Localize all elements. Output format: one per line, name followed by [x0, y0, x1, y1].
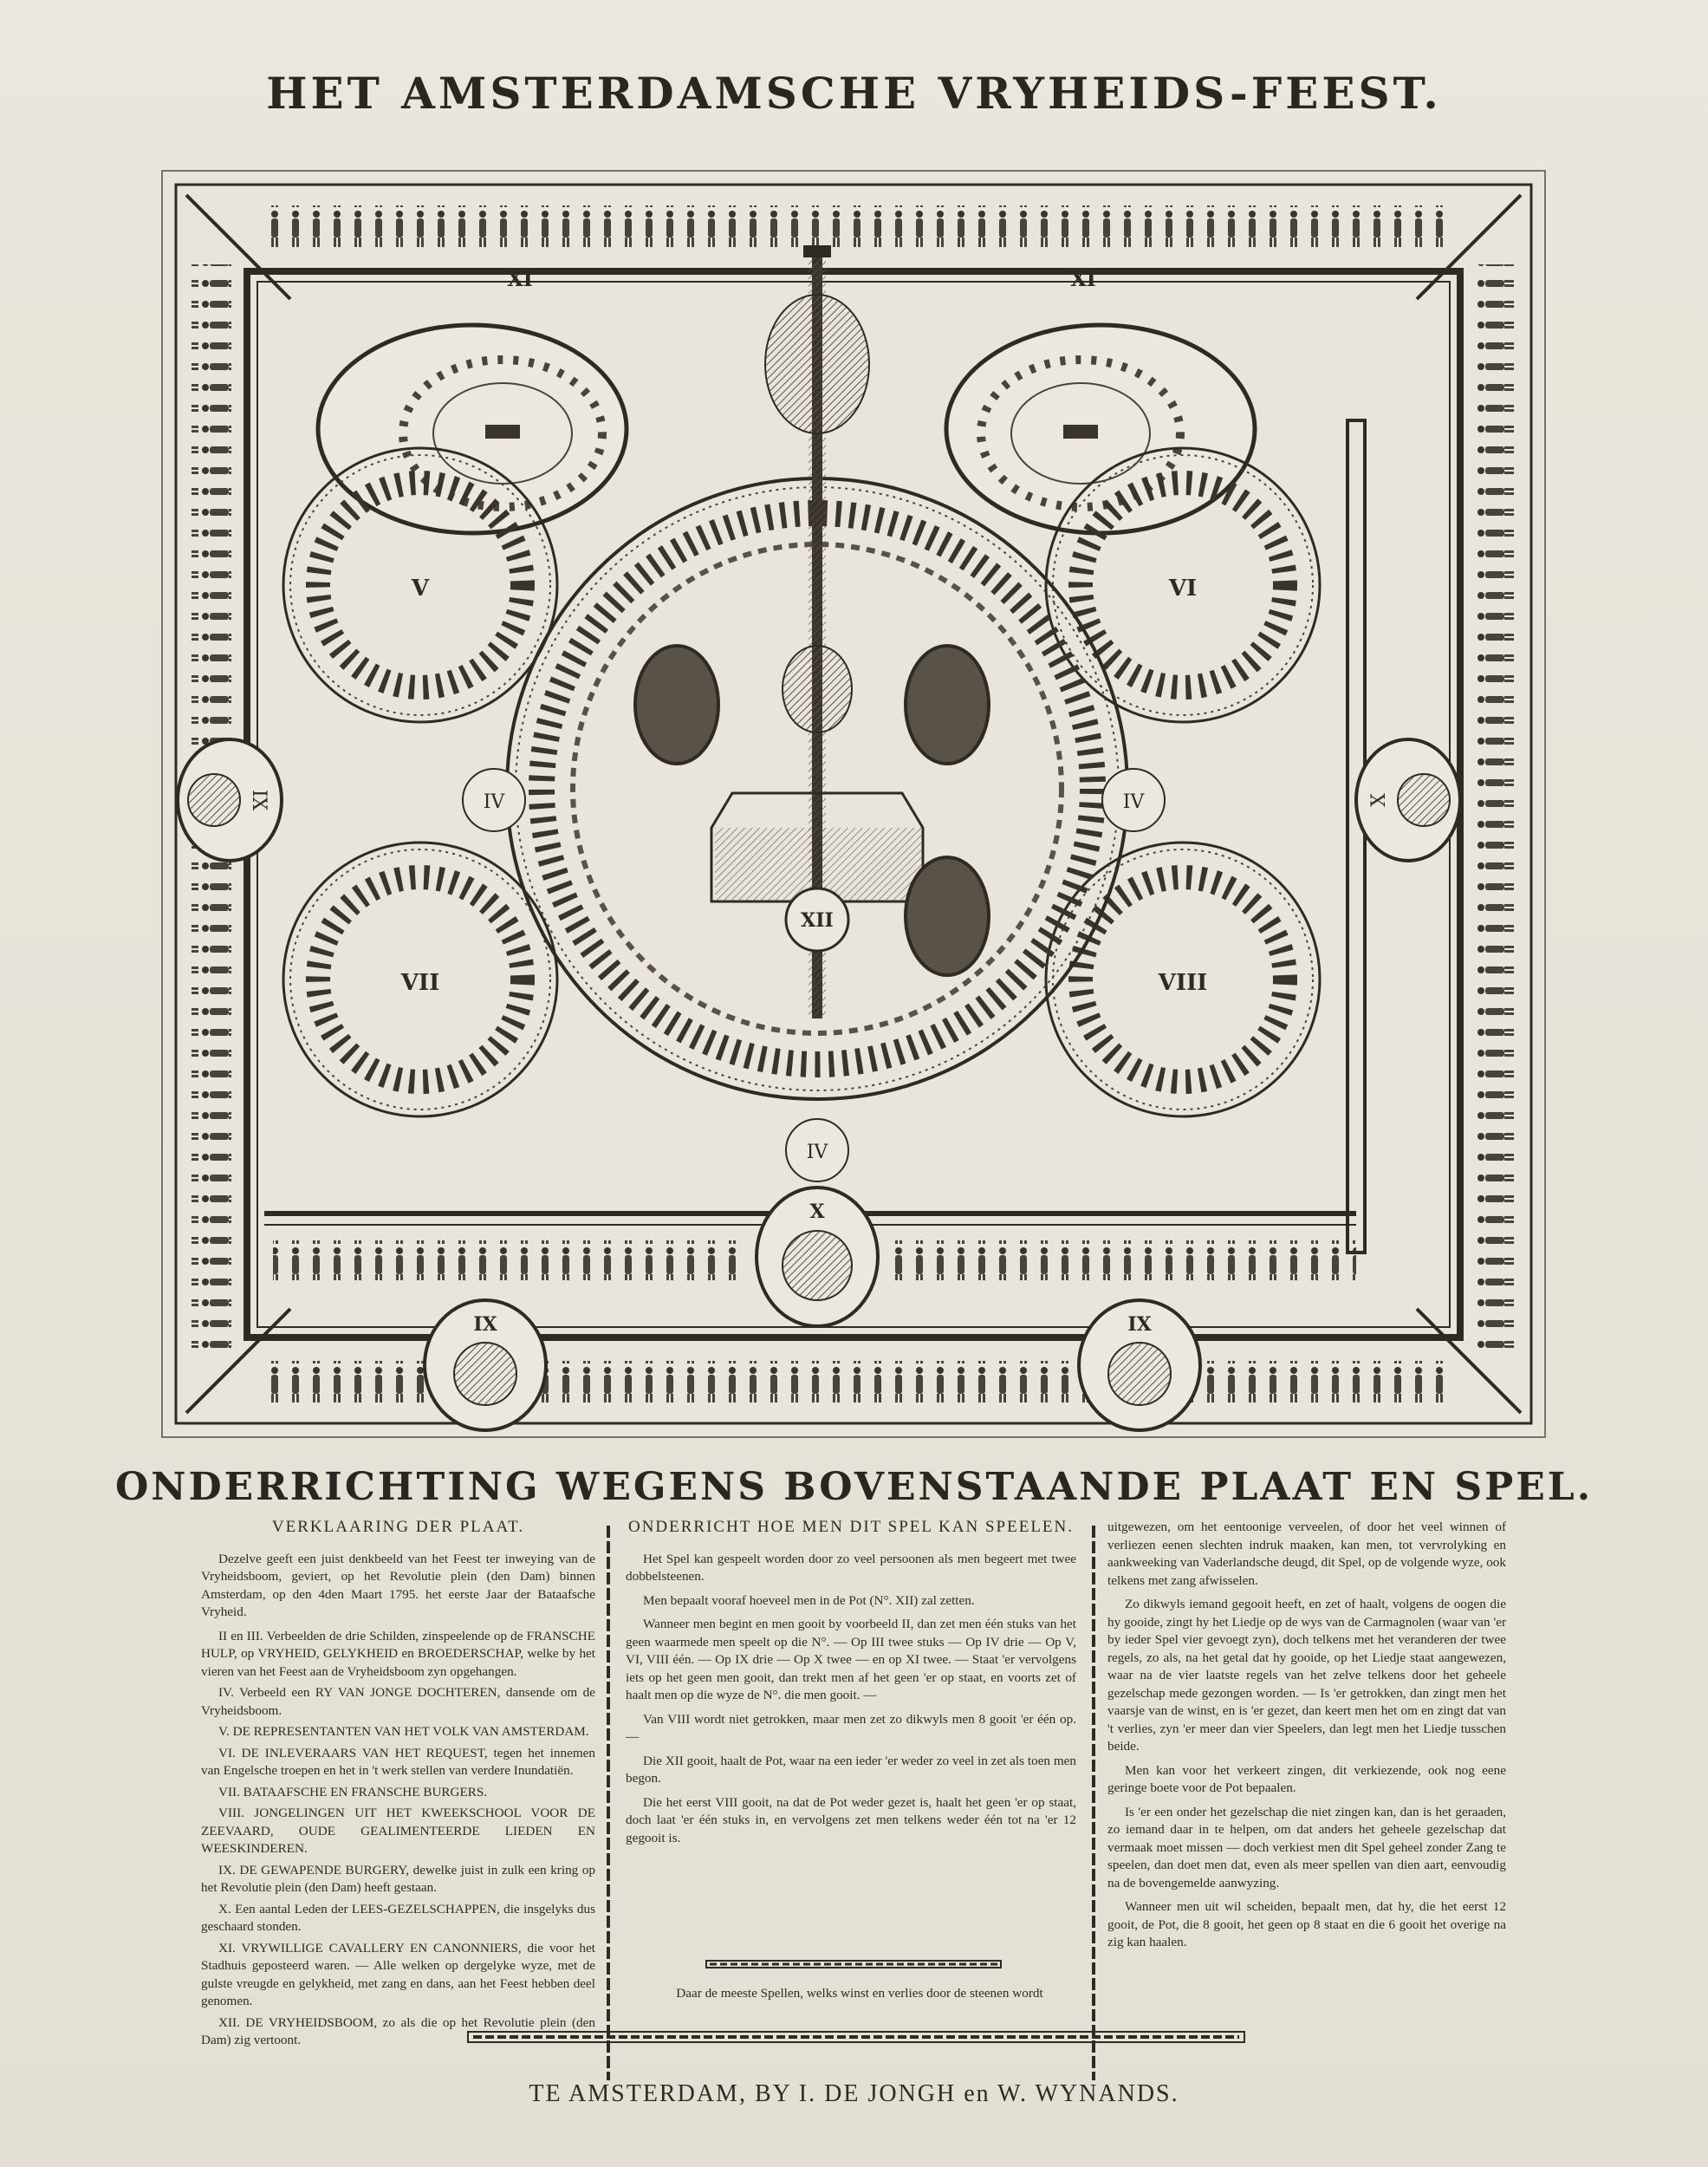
legend-item: VII. BATAAFSCHE EN FRANSCHE BURGERS. [218, 1784, 488, 1799]
legend-item: II en III. Verbeelden de drie Schilden, zinspeelende op de FRANSCHE HULP, op VRYHEID, GELYKHEID en BROEDERSCHAP, welke by het vieren van het Feest aan de Vryheidsboom zyn opgehangen. [201, 1628, 595, 1679]
emblem-x-right [1356, 739, 1460, 861]
song-paragraph: Wanneer men uit wil scheiden, bepaalt men, dat hy, die het eerst 12 gooit, de Pot, die 8 gooit, het geen op 8 staat en die 6 gooit het overige na zig kan haalen. [1107, 1899, 1506, 1949]
instructions-title: ONDERRICHTING WEGENS BOVENSTAANDE PLAAT EN SPEL. [114, 1465, 1594, 1509]
emblem-ix-left [178, 739, 282, 861]
emblem-iv-bottom [786, 1119, 848, 1181]
legend-item: IV. Verbeeld een RY VAN JONGE DOCHTEREN, dansende om de Vryheidsboom. [201, 1685, 595, 1718]
rules-column [626, 1519, 1076, 1853]
legend-item: XII. DE VRYHEIDSBOOM, zo als die op het Revolutie plein (den Dam) zig vertoont. [201, 2014, 595, 2047]
song-paragraph: uitgewezen, om het eentoonige verveelen, of door het veel winnen of verliezen eenen slechten indruk maaken, kan men, tot vervrolyking en aankweeking van Vaderlandsche deugd, dit Spel, op de volgende wyze, ook telkens met zang afwisselen. [1107, 1520, 1506, 1588]
legend-item: VI. DE INLEVERAARS VAN HET REQUEST, tegen het innemen van Engelsche troepen en het in 't werk stellen van verdere Inundatiën. [201, 1745, 595, 1778]
legend-item: VIII. JONGELINGEN UIT HET KWEEKSCHOOL VOOR DE ZEEVAARD, OUDE GEALIMENTEERDE LIEDEN EN WEESKINDEREN. [201, 1806, 595, 1856]
figure-border-top [264, 205, 1443, 247]
numeral-iv-right: IV [1122, 791, 1145, 813]
song-column [1107, 1519, 1506, 1958]
numeral-ix-bottom-right: IX [1127, 1313, 1152, 1336]
rules-footer [626, 1985, 1076, 2009]
medallion-shield-1 [635, 646, 718, 764]
column-divider-left [604, 1526, 613, 2080]
emblem-x-bottom [757, 1188, 878, 1326]
explanation-heading: VERKLAARING DER PLAAT. [271, 1518, 525, 1536]
numeral-x-right: X [1368, 793, 1390, 807]
medallion-shield-3 [906, 857, 989, 975]
emblem-iv-left [463, 769, 525, 831]
figure-border-right [1476, 264, 1516, 1348]
numeral-v: V [411, 576, 430, 602]
page-title: HET AMSTERDAMSCHE VRYHEIDS-FEEST. [266, 68, 1442, 119]
numeral-ix-bottom-left: IX [473, 1313, 497, 1336]
numeral-iv-left: IV [483, 791, 505, 813]
medallion-shield-2 [906, 646, 989, 764]
rules-footer-text: Daar de meeste Spellen, welks winst en verlies door de steenen wordt [676, 1986, 1043, 2001]
explanation-column [201, 1519, 595, 2053]
song-paragraph: Zo dikwyls iemand gegooit heeft, en zet of haalt, volgens de oogen die hy gooide, zingt hy het Liedje op de wys van de Carmagnolen (waar van 'er by ieder Spel vier gevoegt zyn), doch telkens met het veranderen der twee regels, zo als, na het getal dat hy gooide, op het Liedje staat aangewezen, waar na de vier laatste regels van het zelve telkens door het geheele gezelschap mede gezongen worden. — Is 'er getrokken, dan zingt men het vaarsje van de winst, en is 'er gezet, dan keert men het om en zingt dat van 't verlies, zyn 'er meer dan vier Speelers, dan legt men het Liedje tusschen beide. [1107, 1597, 1506, 1754]
legend-item: XI. VRYWILLIGE CAVALLERY EN CANONNIERS, die voor het Stadhuis geposteerd waren. — Alle welken op dergelyke wyze, met de gulste vreugde en gelykheid, met zang en dans, aan het Feest hebben deel genomen. [201, 1940, 595, 2008]
numeral-xi-right: XI [1070, 266, 1096, 291]
publisher-imprint: TE AMSTERDAM, BY I. DE JONGH en W. WYNANDS. [529, 2080, 1179, 2107]
rules-paragraph: Men bepaalt vooraf hoeveel men in de Pot (N°. XII) zal zetten. [643, 1592, 975, 1608]
pot-emblem-xii [786, 888, 848, 951]
rules-heading: ONDERRICHT HOE MEN DIT SPEL KAN SPEELEN. [627, 1518, 1074, 1536]
numeral-vi: VI [1168, 576, 1198, 602]
explanation-intro: Dezelve geeft een juist denkbeeld van het Feest ter inweying van de Vryheidsboom, geviert, op het Revolutie plein (den Dam) binnen Amsterdam, op den 4den Maart 1795. het eerste Jaar der Bataafsche Vryheid. [201, 1551, 595, 1619]
engraved-plate [160, 169, 1547, 1439]
legend-item: X. Een aantal Leden der LEES-GEZELSCHAPPEN, die insgelyks dus geschaard stonden. [201, 1901, 595, 1934]
emblem-iv-right [1102, 769, 1165, 831]
ornamental-rule [466, 2028, 1246, 2046]
emblem-ix-bottom-right [1079, 1300, 1200, 1430]
rules-paragraph: Die het eerst VIII gooit, na dat de Pot weder gezet is, haalt het geen 'er op staat, doch laat 'er één stuks in, en vervolgens zet men telkens weder één tot na 'er 12 gegooit is. [626, 1794, 1076, 1845]
rules-paragraph: Het Spel kan gespeelt worden door zo veel persoonen als men begeert met twee dobbelsteenen. [626, 1551, 1076, 1584]
ornament-flourish [698, 1957, 1010, 1969]
legend-item: IX. DE GEWAPENDE BURGERY, dewelke juist in zulk een kring op het Revolutie plein (den Dam) heeft gestaan. [201, 1862, 595, 1895]
numeral-xii: XII [801, 909, 834, 932]
song-paragraph: Is 'er een onder het gezelschap die niet zingen kan, dan is het geraaden, zo iemand daar in te helpen, om dat anders het geheele gezelschap dat vermaak moet missen — doch verkiest men dit Spel geheel zonder Zang te speelen, dan doet men dat, even als meer spellen van dien aart, eenvoudig na de bovengemelde aanwyzing. [1107, 1804, 1506, 1890]
column-divider-right [1089, 1526, 1098, 2080]
numeral-xi-left: XI [507, 266, 533, 291]
numeral-iv-bottom: IV [806, 1142, 828, 1163]
rules-paragraph: Van VIII wordt niet getrokken, maar men zet zo dikwyls men 8 gooit 'er één op. — [626, 1711, 1076, 1744]
numeral-viii: VIII [1158, 970, 1208, 996]
emblem-ix-bottom-left [425, 1300, 546, 1430]
song-paragraph: Men kan voor het verkeert zingen, dit verkiezende, ook nog eene geringe boete voor de Pot bepaalen. [1107, 1762, 1506, 1795]
numeral-x-bottom: X [809, 1201, 825, 1223]
legend-item: V. DE REPRESENTANTEN VAN HET VOLK VAN AMSTERDAM. [218, 1724, 589, 1739]
rules-paragraph: Wanneer men begint en men gooit by voorbeeld II, dan zet men één stuks van het geen waarmede men speelt op die N°. — Op III twee stuks — Op IV drie — Op V, VI, VIII één. — Op IX drie — Op X twee — en op XI twee. — Staat 'er vervolgens iets op het geen men gooit, dan trekt men af het geen 'er op staat, en voorts zet of haalt men op die wyze de N°. die men gooit. — [626, 1617, 1076, 1702]
numeral-vii: VII [400, 970, 440, 996]
rules-paragraph: Die XII gooit, haalt de Pot, waar na een ieder 'er weder zo veel in zet als toen men begon. [626, 1753, 1076, 1786]
numeral-ix-left: IX [248, 789, 270, 811]
